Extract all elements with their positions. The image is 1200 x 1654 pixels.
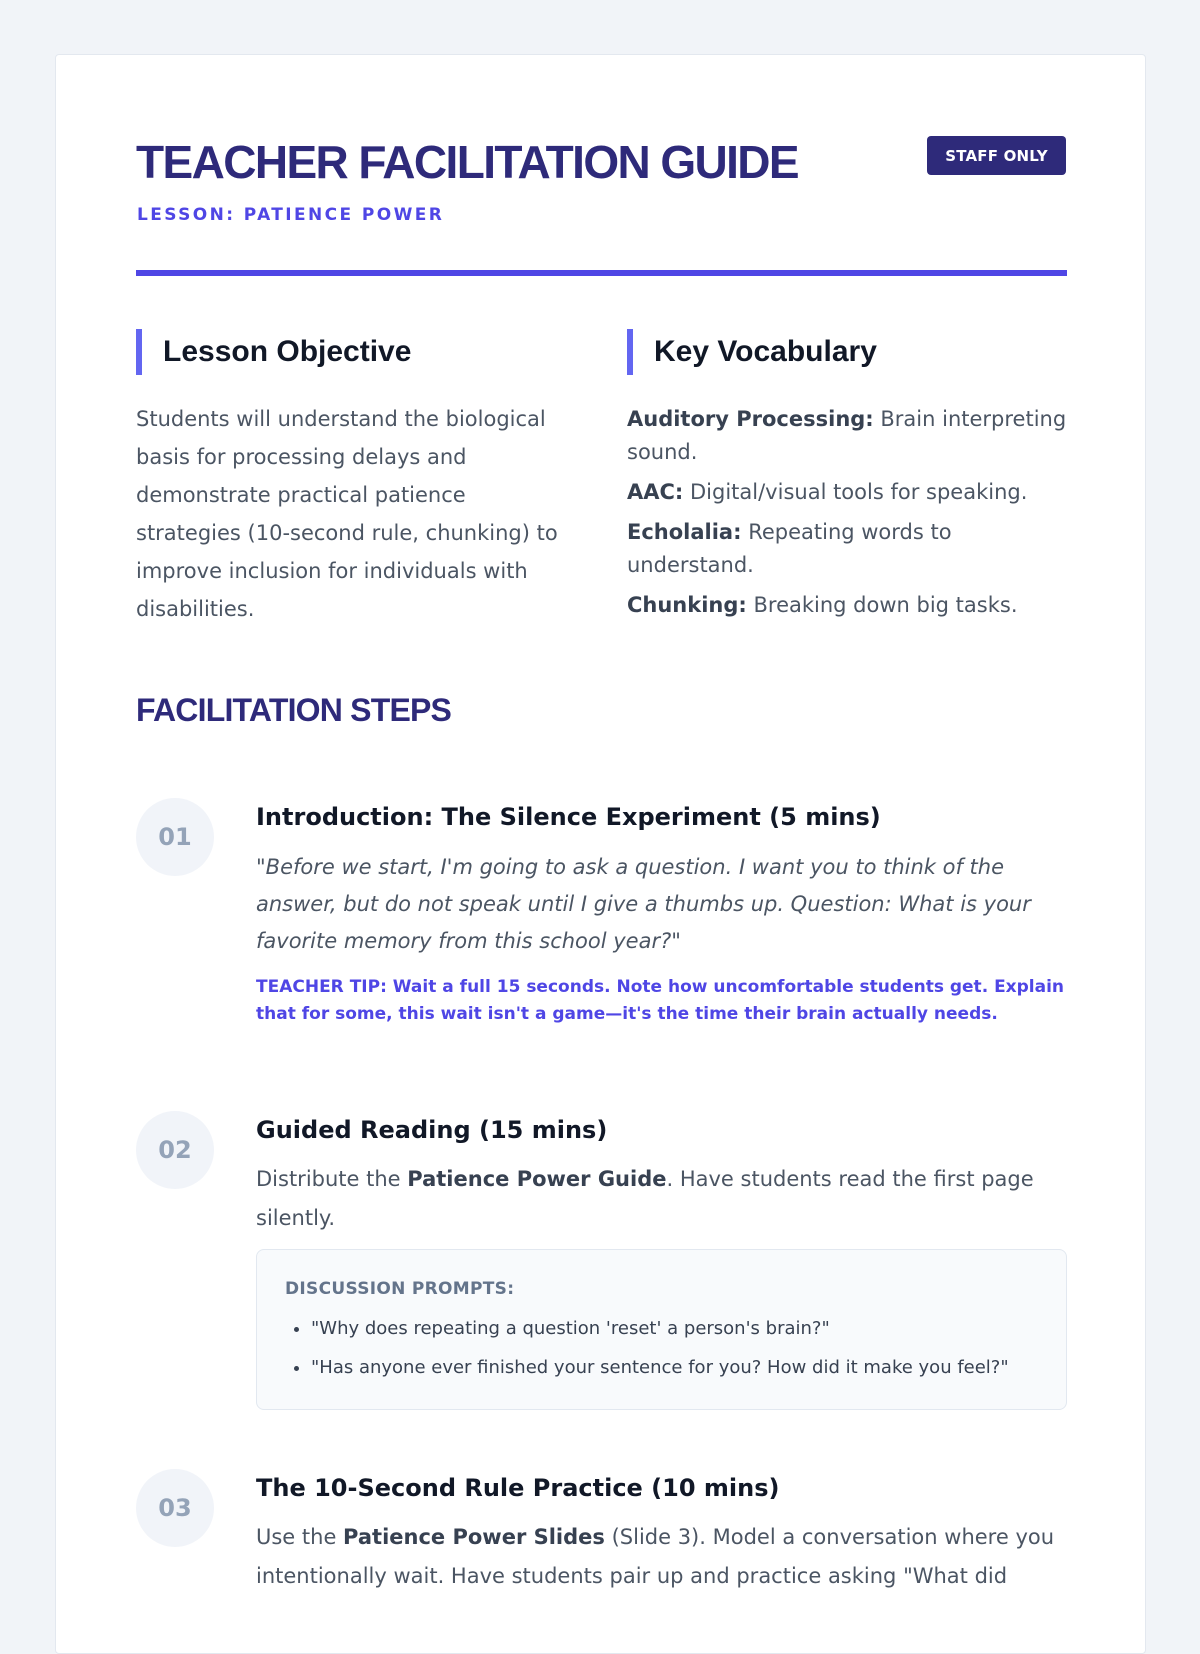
teacher-tip: TEACHER TIP: Wait a full 15 seconds. Note how uncomfortable students get. Explain that for some, this wait isn't a game—it's the time their brain actually needs. — [256, 977, 1065, 1024]
guide-page — [55, 54, 1146, 1654]
step-title: The 10-Second Rule Practice (10 mins) — [256, 1474, 780, 1502]
vocabulary-term: Chunking: — [627, 593, 747, 617]
vocabulary-term: Auditory Processing: — [627, 407, 874, 431]
facilitation-steps-title: FACILITATION STEPS — [136, 692, 452, 728]
step-script-quote: "Before we start, I'm going to ask a question. I want you to think of the answer, but do not speak until I give a thumbs up. Question: What is your favorite memory from this school year?" — [256, 855, 1031, 953]
step-number-badge: 03 — [136, 1469, 214, 1547]
step-2 — [256, 1114, 1067, 1410]
vocabulary-heading: Key Vocabulary — [627, 329, 877, 375]
vocabulary-definition: Repeating words to understand. — [627, 520, 952, 577]
staff-only-badge: STAFF ONLY — [927, 136, 1066, 175]
step-instructions — [256, 1518, 1067, 1596]
vocabulary-item — [627, 516, 1067, 582]
vocabulary-item — [627, 476, 1067, 509]
objective-heading: Lesson Objective — [136, 329, 411, 375]
step-text-part: Use the — [256, 1525, 344, 1549]
step-1 — [256, 801, 1067, 1028]
step-3 — [256, 1472, 1067, 1596]
vocabulary-definition: Digital/visual tools for speaking. — [683, 480, 1028, 504]
header-divider — [136, 270, 1067, 276]
step-text-part: (Slide 3). Model a conversation where you intentionally wait. Have students pair up and practice asking "What did — [256, 1525, 1055, 1588]
vocabulary-item — [627, 403, 1067, 469]
vocabulary-definition: Breaking down big tasks. — [746, 593, 1018, 617]
step-text-part: Distribute the — [256, 1167, 408, 1191]
lesson-subtitle: LESSON: PATIENCE POWER — [137, 205, 445, 225]
discussion-prompt: • "Why does repeating a question 'reset' a person's brain?" — [311, 1315, 1038, 1343]
step-title: Introduction: The Silence Experiment (5 mins) — [256, 803, 881, 831]
step-instructions — [256, 1160, 1067, 1238]
step-title: Guided Reading (15 mins) — [256, 1116, 608, 1144]
discussion-prompts-list — [285, 1315, 1038, 1382]
discussion-prompts-box — [256, 1249, 1067, 1410]
vocabulary-item — [627, 589, 1067, 622]
discussion-prompts-label: DISCUSSION PROMPTS: — [285, 1279, 515, 1299]
step-text-part: . Have students read the first page silently. — [256, 1167, 1034, 1230]
vocabulary-list — [627, 403, 1067, 629]
resource-name: Patience Power Guide — [407, 1167, 667, 1191]
vocabulary-term: AAC: — [627, 480, 684, 504]
resource-name: Patience Power Slides — [343, 1525, 605, 1549]
step-number-badge: 01 — [136, 798, 214, 876]
vocabulary-definition: Brain interpreting sound. — [627, 407, 1067, 464]
vocabulary-term: Echolalia: — [627, 520, 742, 544]
step-number-badge: 02 — [136, 1111, 214, 1189]
page-title: TEACHER FACILITATION GUIDE — [136, 136, 799, 188]
objective-text: Students will understand the biological basis for processing delays and demonstrate practical patience strategies (10-second rule, chunking) to improve inclusion for individuals with disabilities. — [136, 407, 558, 621]
discussion-prompt: • "Has anyone ever finished your sentence for you? How did it make you feel?" — [311, 1354, 1038, 1382]
